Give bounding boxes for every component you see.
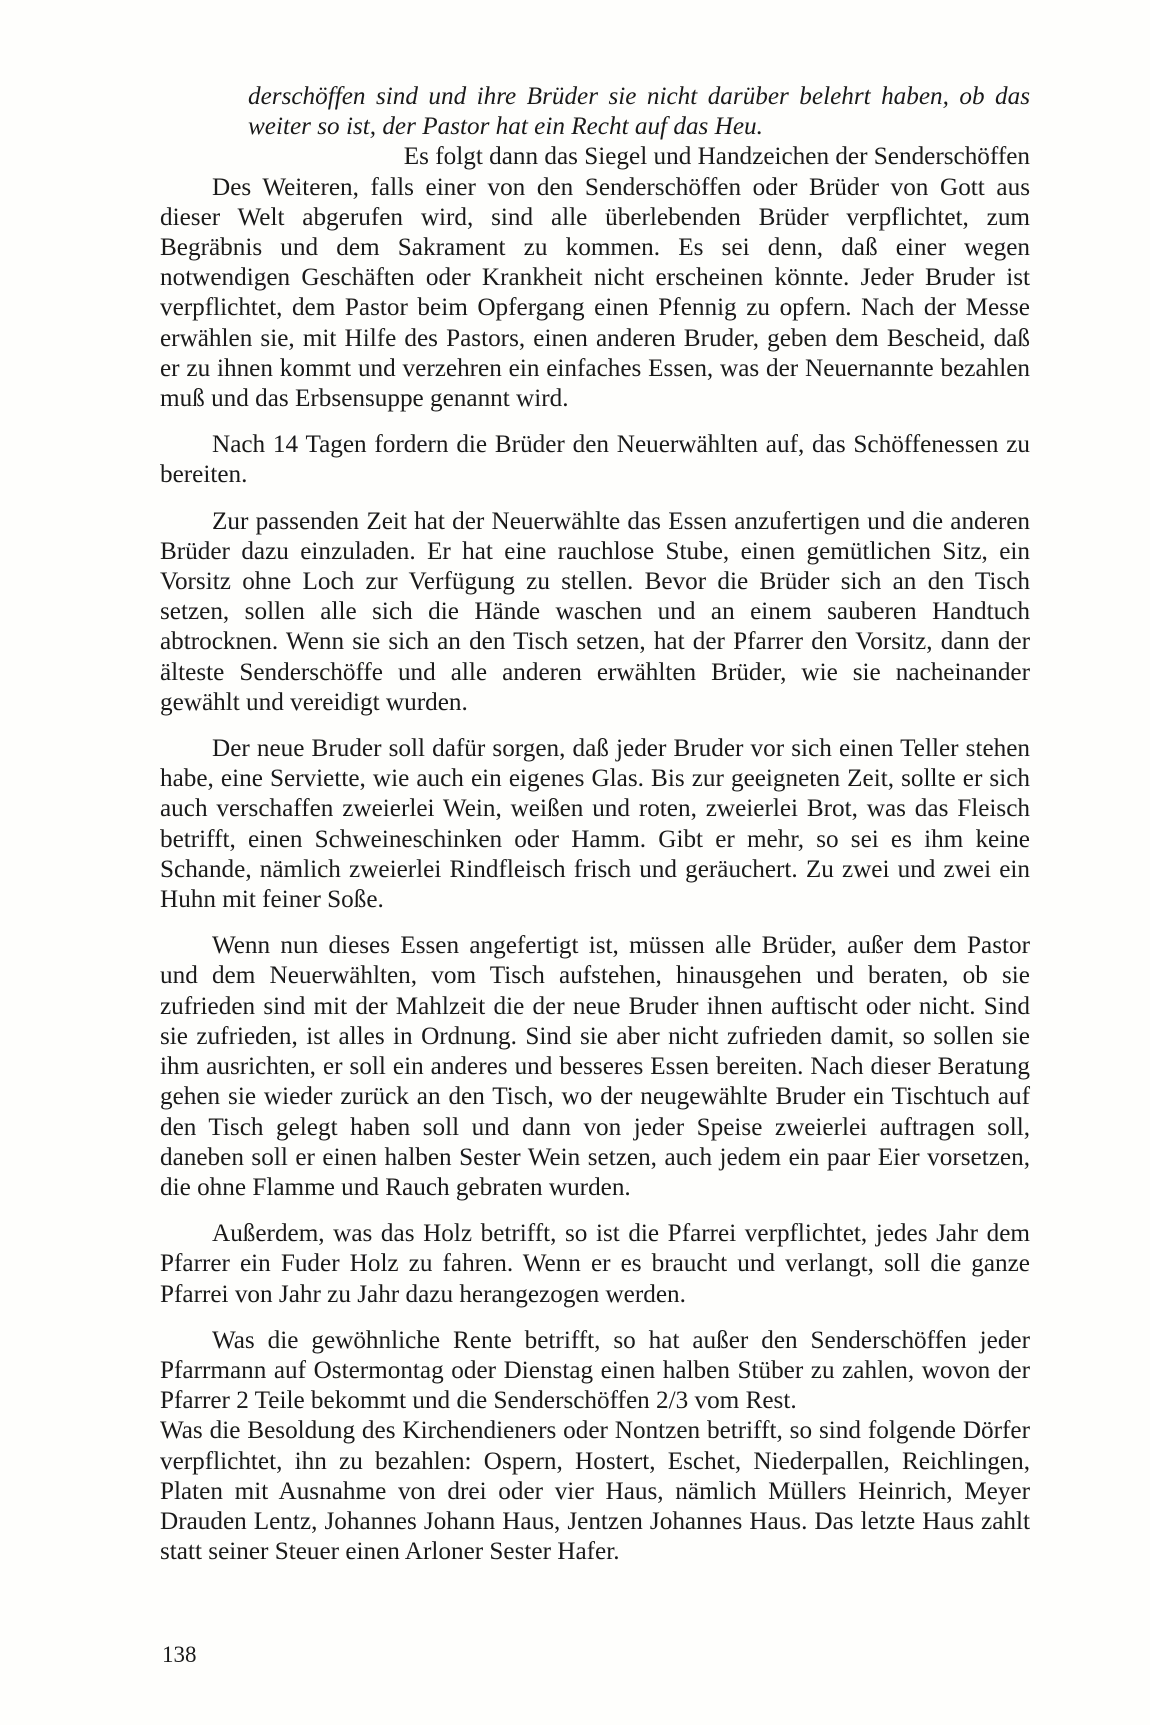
seal-line: Es folgt dann das Siegel und Handzeichen der Senderschöffen — [403, 143, 1030, 171]
paragraph: Des Weiteren, falls einer von den Senderschöffen oder Brüder von Gott aus dieser Welt abgerufen wird, sind alle überlebenden Brüder verpflichtet, zum Begräbnis und dem Sakrament zu kommen. Es sei denn, daß einer wegen notwendigen Geschäften oder Krankheit nicht erscheinen könnte. Jeder Bruder ist verpflichtet, dem Pastor beim Opfergang einen Pfennig zu opfern. Nach der Messe erwählen sie, mit Hilfe des Pastors, einen anderen Bruder, geben dem Bescheid, daß er zu ihnen kommt und verzehren ein einfaches Essen, was der Neuernannte bezahlen muß und das Erbsensuppe genannt wird. — [160, 173, 1030, 413]
paragraph: Was die Besoldung des Kirchendieners oder Nontzen betrifft, so sind folgende Dörfer verpflichtet, ihn zu bezahlen: Ospern, Hostert, Eschet, Niederpallen, Reichlingen, Platen mit Ausnahme von drei oder vier Haus, nämlich Müllers Heinrich, Meyer Drauden Lentz, Johannes Johann Haus, Jentzen Johannes Haus. Das letzte Haus zahlt statt seiner Steuer einen Arloner Sester Hafer. — [160, 1417, 1030, 1566]
intro-italic-text: derschöffen sind und ihre Brüder sie nicht darüber belehrt haben, ob das weiter so ist, der Pastor hat ein Recht auf das Heu. — [248, 83, 1030, 141]
paragraph: Wenn nun dieses Essen angefertigt ist, müssen alle Brüder, außer dem Pastor und dem Neuerwählten, vom Tisch aufstehen, hinausgehen und beraten, ob sie zufrieden sind mit der Mahlzeit die der neue Bruder ihnen auftischt oder nicht. Sind sie zufrieden, ist alles in Ordnung. Sind sie aber nicht zufrieden damit, so sollen sie ihm ausrichten, er soll ein anderes und besseres Essen bereiten. Nach dieser Beratung gehen sie wieder zurück an den Tisch, wo der neugewählte Bruder ein Tischtuch auf den Tisch gelegt haben soll und dann von jeder Speise zweierlei auftragen soll, daneben soll er einen halben Sester Wein setzen, auch jedem ein paar Eier vorsetzen, die ohne Flamme und Rauch gebraten wurden. — [160, 932, 1030, 1201]
body-text — [160, 82, 1030, 1567]
page-number: 138 — [162, 1642, 197, 1667]
paragraph: Was die gewöhnliche Rente betrifft, so hat außer den Senderschöffen jeder Pfarrmann auf Ostermontag oder Dienstag einen halben Stüber zu zahlen, wovon der Pfarrer 2 Teile bekommt und die Senderschöffen 2/3 vom Rest. — [160, 1326, 1030, 1415]
paragraph: Außerdem, was das Holz betrifft, so ist die Pfarrei verpflichtet, jedes Jahr dem Pfarrer ein Fuder Holz zu fahren. Wenn er es braucht und verlangt, soll die ganze Pfarrei von Jahr zu Jahr dazu herangezogen werden. — [160, 1220, 1030, 1308]
paragraph: Zur passenden Zeit hat der Neuerwählte das Essen anzufertigen und die anderen Brüder dazu einzuladen. Er hat eine rauchlose Stube, einen gemütlichen Sitz, ein Vorsitz ohne Loch zur Verfügung zu stellen. Bevor die Brüder sich an den Tisch setzen, sollen alle sich die Hände waschen und an einem sauberen Handtuch abtrocknen. Wenn sie sich an den Tisch setzen, hat der Pfarrer den Vorsitz, dann der älteste Senderschöffe und alle anderen erwählten Brüder, wie sie nacheinander gewählt und vereidigt wurden. — [160, 507, 1030, 716]
paragraph: Nach 14 Tagen fordern die Brüder den Neuerwählten auf, das Schöffenessen zu bereiten. — [160, 431, 1030, 489]
paragraph: Der neue Bruder soll dafür sorgen, daß jeder Bruder vor sich einen Teller stehen habe, eine Serviette, wie auch ein eigenes Glas. Bis zur geeigneten Zeit, sollte er sich auch verschaffen zweierlei Wein, weißen und roten, zweierlei Brot, was das Fleisch betrifft, einen Schweineschinken oder Hamm. Gibt er mehr, so sei es ihm keine Schande, nämlich zweierlei Rindfleisch frisch und geräuchert. Zu zwei und zwei ein Huhn mit feiner Soße. — [160, 735, 1030, 914]
